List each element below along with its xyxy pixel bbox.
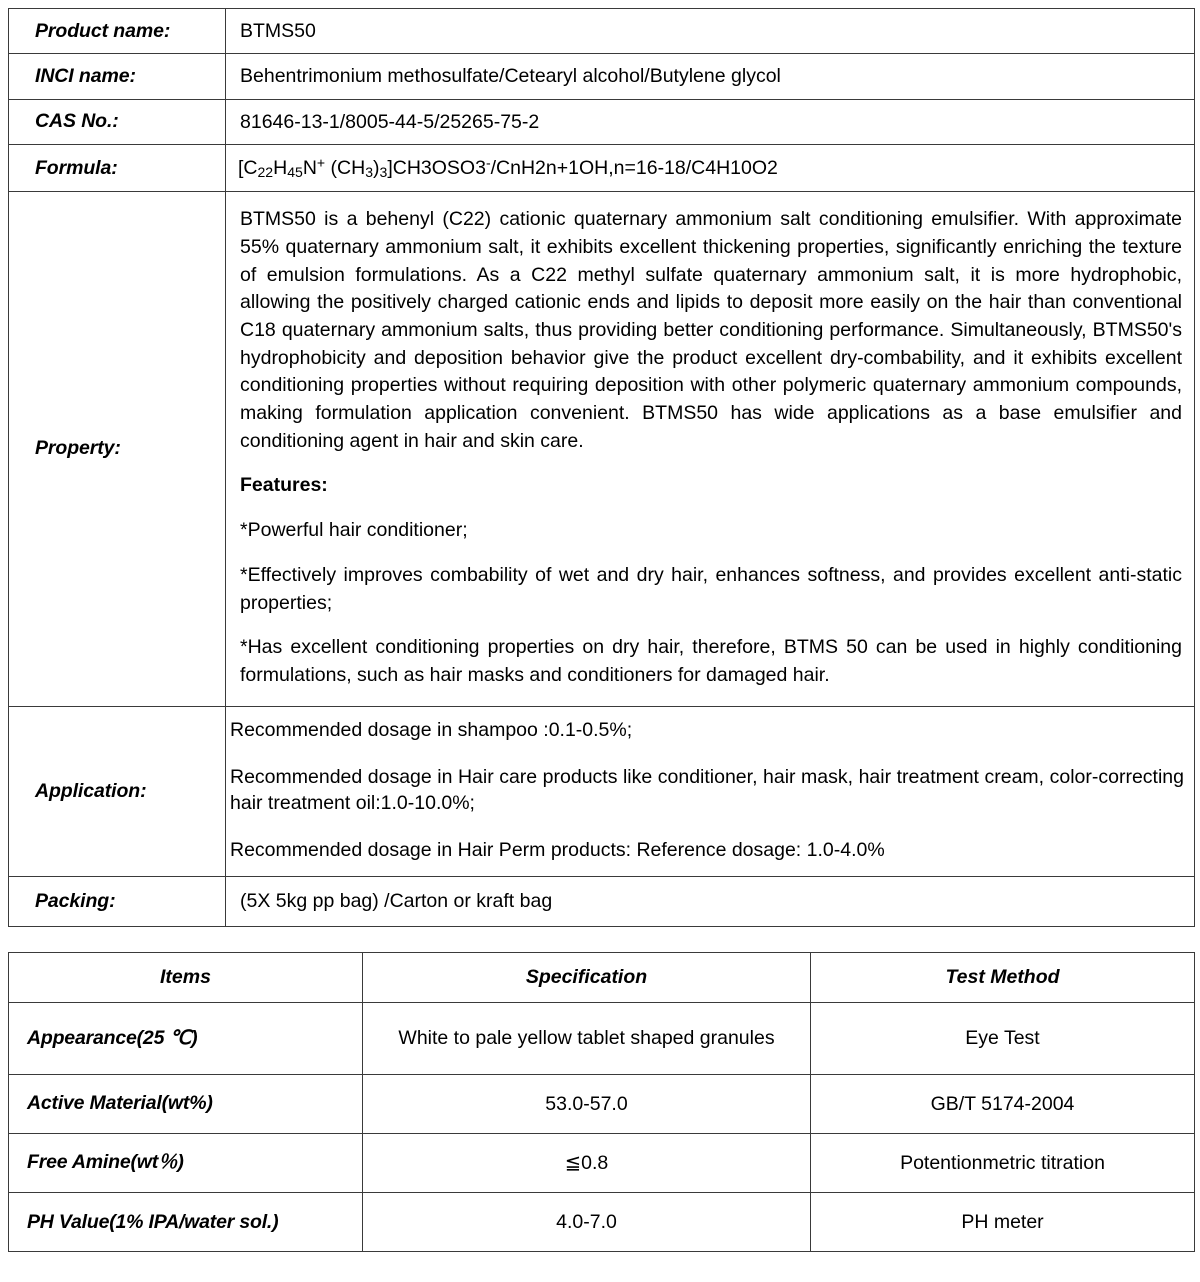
- row-label-cas-no: CAS No.:: [9, 99, 226, 144]
- spec-item-method: GB/T 5174-2004: [811, 1074, 1195, 1133]
- spec-item-specification: 53.0-57.0: [363, 1074, 811, 1133]
- row-label-product-name: Product name:: [9, 9, 226, 54]
- spec-header-row: [9, 953, 1195, 1003]
- row-value-product-name: BTMS50: [226, 9, 1195, 54]
- feature-item: *Has excellent conditioning properties on dry hair, therefore, BTMS 50 can be used in highly conditioning formulations, such as hair masks and conditioners for damaged hair.: [240, 636, 1182, 686]
- features-heading: Features:: [240, 474, 328, 497]
- row-value-cas-no: 81646-13-1/8005-44-5/25265-75-2: [226, 99, 1195, 144]
- feature-item: *Powerful hair conditioner;: [240, 519, 468, 542]
- table-row-formula: [9, 144, 1195, 191]
- spec-header-specification: Specification: [363, 953, 811, 1003]
- table-row: [9, 1193, 1195, 1252]
- spec-item-method: PH meter: [811, 1193, 1195, 1252]
- property-paragraph: BTMS50 is a behenyl (C22) cationic quaternary ammonium salt conditioning emulsifier. With approximate 55% quaternary ammonium salt, it exhibits excellent thickening properties, significantly enriching the texture of emulsion formulations. As a C22 methyl sulfate quaternary ammonium salt, it is more hydrophobic, allowing the positively charged cationic ends and lipids to deposit more easily on the hair than conventional C18 quaternary ammonium salts, thus providing better conditioning performance. Simultaneously, BTMS50's hydrophobicity and deposition behavior give the product excellent dry-combability, and it exhibits excellent conditioning properties without requiring deposition with other polymeric quaternary ammonium compounds, making formulation application convenient. BTMS50 has wide applications as a base emulsifier and conditioning agent in hair and skin care.: [240, 208, 1182, 452]
- table-row-product-name: [9, 9, 1195, 54]
- table-row-cas-no: [9, 99, 1195, 144]
- spec-header-items: Items: [9, 953, 363, 1003]
- application-line: Recommended dosage in Hair care products like conditioner, hair mask, hair treatment cream, color-correcting hair treatment oil:1.0-10.0%;: [230, 765, 1184, 815]
- row-label-application: Application:: [9, 706, 226, 877]
- spec-item-name: Appearance(25 ℃): [9, 1003, 363, 1074]
- product-info-table: [8, 8, 1195, 927]
- row-label-inci-name: INCI name:: [9, 54, 226, 99]
- row-label-packing: Packing:: [9, 877, 226, 927]
- spec-item-specification: White to pale yellow tablet shaped granules: [363, 1003, 811, 1074]
- table-row-inci-name: [9, 54, 1195, 99]
- table-row: [9, 1003, 1195, 1074]
- table-row-property: [9, 192, 1195, 706]
- chemical-formula: [$C_{22}H_{45}N^+$ $(CH_3)_3]CH3OSO3^-/CnH2n+1OH,n=16-18/C4H10O2$: [238, 154, 778, 181]
- specification-table: [8, 952, 1195, 1252]
- table-row-application: [9, 706, 1195, 877]
- spec-item-specification: 4.0-7.0: [363, 1193, 811, 1252]
- spec-header-test-method: Test Method: [811, 953, 1195, 1003]
- table-row-packing: [9, 877, 1195, 927]
- feature-item: *Effectively improves combability of wet and dry hair, enhances softness, and provides excellent anti-static properties;: [240, 563, 1182, 614]
- table-row: [9, 1074, 1195, 1133]
- spec-item-method: Eye Test: [811, 1003, 1195, 1074]
- spec-item-specification: ≦0.8: [363, 1133, 811, 1192]
- row-label-formula: Formula:: [9, 144, 226, 191]
- spec-item-name: Active Material(wt%): [9, 1074, 363, 1133]
- application-line: Recommended dosage in Hair Perm products: Reference dosage: 1.0-4.0%: [230, 839, 885, 862]
- document-page: [0, 8, 1200, 1252]
- spec-item-name: PH Value(1% IPA/water sol.): [9, 1193, 363, 1252]
- table-row: [9, 1133, 1195, 1192]
- row-label-property: Property:: [9, 192, 226, 706]
- application-line: Recommended dosage in shampoo :0.1-0.5%;: [230, 718, 633, 741]
- spec-item-method: Potentionmetric titration: [811, 1133, 1195, 1192]
- spec-item-name: Free Amine(wt％): [9, 1133, 363, 1192]
- row-value-property: [226, 192, 1195, 706]
- row-value-packing: (5X 5kg pp bag) /Carton or kraft bag: [226, 877, 1195, 927]
- row-value-inci-name: Behentrimonium methosulfate/Cetearyl alcohol/Butylene glycol: [226, 54, 1195, 99]
- row-value-formula: [226, 144, 1195, 191]
- row-value-application: [226, 706, 1195, 877]
